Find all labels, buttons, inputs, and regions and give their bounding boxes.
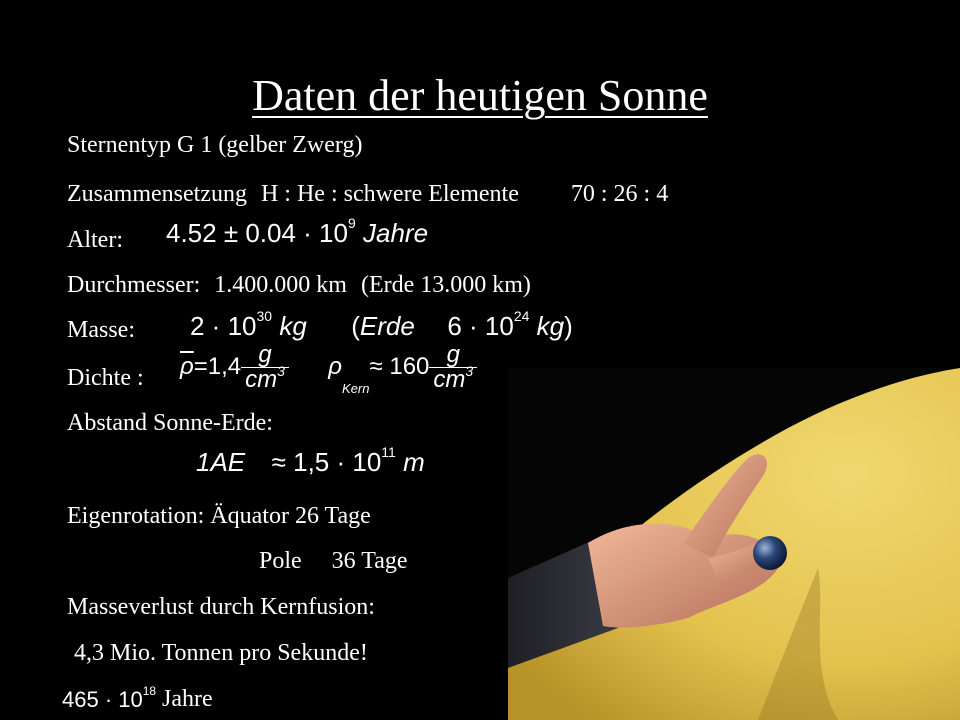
masse-erde-label: Erde [359, 311, 415, 341]
alter-exp: 9 [347, 215, 356, 231]
masse-erde-unit: kg [536, 311, 565, 341]
dichte-kern-fraction [429, 343, 477, 392]
pole-value: 36 Tage [331, 548, 408, 574]
abstand-lhs: 1AE [196, 447, 246, 477]
masse-erde-base: 6 · 10 [447, 311, 514, 341]
lebensdauer-base: 465 · 10 [62, 687, 143, 712]
masse-exp: 30 [256, 308, 273, 324]
eigenrotation-label: Eigenrotation: [67, 503, 205, 529]
masse-base: 2 · 10 [190, 311, 257, 341]
slide-title: Daten der heutigen Sonne [252, 71, 708, 120]
alter-label: Alter: [67, 227, 123, 253]
zusammensetzung-ratio: 70 : 26 : 4 [570, 181, 669, 207]
pole-label: Pole [259, 548, 302, 574]
masse-label: Masse: [67, 317, 135, 343]
masse-erde-close: ) [564, 311, 573, 341]
rho-kern-sub: Kern [342, 381, 370, 396]
earth-marble [753, 536, 787, 570]
jahre-label: Jahre [162, 686, 213, 712]
zusammensetzung-text: H : He : schwere Elemente [260, 181, 519, 207]
lebensdauer-formula [62, 684, 157, 712]
dichte-kern-num: g [429, 343, 477, 368]
durchmesser-value: 1.400.000 km [214, 272, 347, 298]
dichte-mean-value: =1,4 [193, 352, 242, 380]
abstand-formula [196, 444, 425, 477]
masseverlust-line: Masseverlust durch Kernfusion: [67, 594, 375, 620]
dichte-formula [180, 341, 477, 396]
aequator-value: Äquator 26 Tage [210, 503, 371, 529]
durchmesser-line [67, 273, 531, 297]
dichte-mean-fraction [241, 343, 289, 392]
alter-formula [166, 215, 429, 248]
masse-erde-exp: 24 [513, 308, 530, 324]
pole-line [259, 549, 408, 573]
dichte-label: Dichte : [67, 365, 144, 391]
alter-unit: Jahre [362, 218, 429, 248]
dichte-mean-den-text: cm [245, 366, 278, 393]
tonnen-line: 4,3 Mio. Tonnen pro Sekunde! [74, 640, 368, 666]
abstand-approx: ≈ 1,5 · 10 [271, 447, 382, 477]
dichte-kern-value: ≈ 160 [369, 352, 430, 380]
dichte-kern-den-text: cm [433, 366, 466, 393]
dichte-mean-num: g [241, 343, 289, 368]
rho-mean-symbol: $\overline{\rho}$ [180, 352, 194, 380]
lebensdauer-exp: 18 [142, 684, 157, 698]
abstand-unit: m [403, 447, 425, 477]
masse-unit: kg [279, 311, 307, 341]
abstand-exp: 11 [381, 444, 396, 460]
abstand-label: Abstand Sonne-Erde: [67, 410, 273, 436]
masse-formula [190, 308, 573, 341]
alter-base: 4.52 ± 0.04 · 10 [166, 218, 348, 248]
hand-marble-photo [508, 368, 960, 720]
dichte-kern-den [429, 363, 477, 393]
sternentyp-line: Sternentyp G 1 (gelber Zwerg) [67, 132, 363, 158]
zusammensetzung-line [67, 182, 668, 206]
dichte-mean-den [241, 363, 289, 393]
masse-erde-open: ( [351, 311, 360, 341]
dichte-mean-den-exp: 3 [277, 363, 285, 379]
durchmesser-label: Durchmesser: [67, 272, 201, 298]
eigenrotation-line [67, 504, 371, 528]
rho-kern-symbol: ρ [328, 352, 343, 380]
dichte-kern-den-exp: 3 [465, 363, 474, 379]
zusammensetzung-label: Zusammensetzung [67, 181, 247, 207]
durchmesser-erde: (Erde 13.000 km) [360, 272, 531, 298]
